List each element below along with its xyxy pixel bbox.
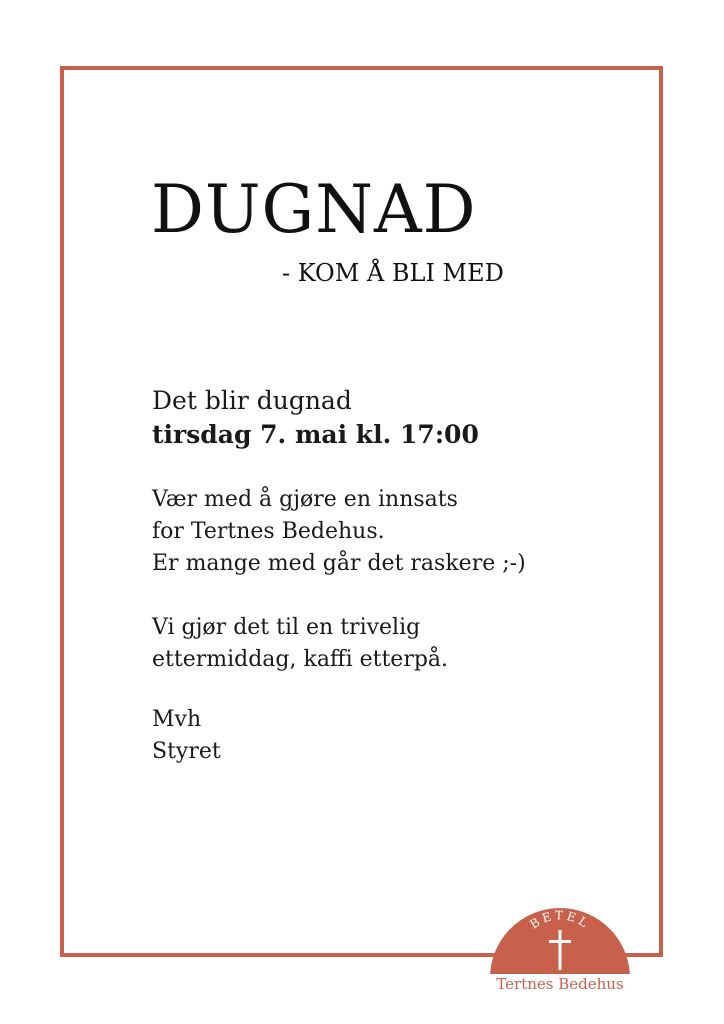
signature-name: Styret (152, 739, 221, 764)
event-datetime: tirsdag 7. mai kl. 17:00 (152, 420, 479, 449)
paragraph-line: ettermiddag, kaffi etterpå. (152, 647, 449, 672)
intro-line: Det blir dugnad (152, 386, 352, 415)
intro-block (152, 384, 479, 452)
page-title: DUGNAD (151, 171, 477, 248)
logo-arc-text: BETEL (527, 908, 593, 932)
signature-greeting: Mvh (152, 707, 202, 732)
page-subtitle: - KOM Å BLI MED (282, 259, 504, 287)
paragraph-invitation (152, 484, 526, 580)
paragraph-line: Er mange med går det raskere ;-) (152, 551, 526, 576)
paragraph-line: Vi gjør det til en trivelig (152, 615, 421, 640)
paragraph-line: for Tertnes Bedehus. (152, 519, 385, 544)
paragraph-line: Vær med å gjøre en innsats (152, 487, 458, 512)
logo-caption: Tertnes Bedehus (480, 974, 640, 994)
signature-block (152, 704, 221, 768)
paragraph-afternoon (152, 612, 448, 676)
